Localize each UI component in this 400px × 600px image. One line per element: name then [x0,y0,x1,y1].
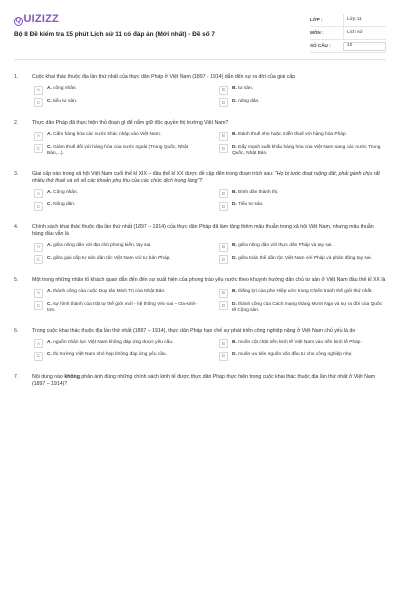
option-text: Tiểu tư sản. [238,202,264,208]
question-text: Cuộc khai thác thuộc địa lần thứ nhất của thực dân Pháp ở Việt Nam (1897 - 1914) dẫn đến sự ra đời của giai cấp [32,74,296,80]
option-text: giữa toàn thể dân tộc Việt Nam với Pháp và phản động tay sai. [238,255,372,261]
question-number: 3. [14,170,19,177]
option-text: nguồn nhân lực Việt Nam không đáp ứng được yêu cầu. [53,339,174,345]
option-text: tư sản. [238,86,254,92]
option-letter-box: A [34,339,43,348]
question-7 [14,374,386,388]
option-c[interactable]: C C. tiểu tư sản. [34,99,201,108]
option-d[interactable]: D D. nông dân. [219,99,386,108]
option-text: sự hình thành của trật tự thế giới mới - hệ thống Véc-xai – Oa-sinh-tơn. [47,301,197,314]
option-text: Nông dân. [53,202,76,208]
option-grid [34,86,386,107]
option-text: Đánh thuế nhẹ hoặc miễn thuế với hàng hóa Pháp. [238,132,347,138]
option-text: thành công của cuộc Duy tân Minh Trị của Nhật Bản. [53,289,166,295]
option-text: giữa nông dân với địa chủ phong kiến, tay sai. [53,243,152,248]
option-text: thị trường Việt Nam nhỏ hẹp không đáp ứng yêu cầu. [53,352,167,358]
meta-count-label: SỐ CÂU : [310,42,331,48]
option-c[interactable]: C C. giữa giai cấp tư sản dân tộc Việt Nam với tư bản Pháp. [34,256,201,265]
option-grid [34,190,386,211]
option-c[interactable]: C C. sự hình thành của trật tự thế giới mới - hệ thống Véc-xai – Oa-sinh-tơn. [34,302,201,315]
option-text: nông dân. [238,98,260,104]
option-letter-box: A [34,86,43,95]
option-b[interactable]: B B. Bình dân thành thị. [219,190,386,199]
question-text: Một trong những nhân tố khách quan dẫn đến đến sự xuất hiện của phong trào yêu nước theo khuynh hướng dân chủ tư sản ở Việt Nam đầu thế kỉ XX là [32,277,386,283]
option-letter-box: C [34,301,43,310]
option-letter-box: A [34,132,43,141]
option-text: muốn cột chặt nền kinh tế Việt Nam vào nền kinh tế Pháp. [238,339,362,345]
worksheet-header [14,0,386,60]
question-number: 2. [14,120,19,127]
question-number: 1. [14,74,19,80]
meta-count-row [310,40,386,53]
option-text: giữa nông dân với thực dân Pháp và tay sai. [238,243,333,248]
meta-count-value: 10 [343,42,386,51]
question-3 [14,171,386,211]
option-b[interactable]: B B. Đánh thuế nhẹ hoặc miễn thuế với hàng hóa Pháp. [219,132,386,141]
quizizz-logo [14,12,59,27]
option-letter-box: C [34,352,43,361]
option-text: Cấm hàng hóa các nước khác nhập vào Việt Nam. [53,132,162,138]
option-b[interactable]: B B. tư sản. [219,86,386,95]
option-d[interactable]: D D. thành công của Cách mạng tháng Mười Nga và sự ra đời của Quốc tế Cộng sản. [219,302,386,315]
option-grid [34,289,386,315]
question-5 [14,277,386,315]
option-b[interactable]: B B. muốn cột chặt nền kinh tế Việt Nam vào nền kinh tế Pháp. [219,340,386,349]
option-a[interactable]: A A. Công nhân. [34,190,201,199]
emphasis-not: không [64,373,80,380]
option-letter-box: A [34,189,43,198]
question-2 [14,120,386,158]
option-text: tiểu tư sản. [53,98,78,104]
option-text: thành công của Cách mạng tháng Mười Nga và sự ra đời của Quốc tế Cộng sản. [232,301,383,314]
option-letter-box: C [34,202,43,211]
option-grid [34,132,386,158]
question-text: Chính sách khai thác thuộc địa lần thứ nhất (1897 – 1914) của thực dân Pháp đã làm tăng thêm mâu thuẫn trong xã hội Việt Nam, nhưng mâu thuẫn hàng đầu vẫn là [32,223,374,237]
option-b[interactable]: B B. thắng lợi của phe Hiệp ước trong Chiến tranh thế giới thứ nhất. [219,289,386,298]
option-letter-box: D [219,352,228,361]
question-quote: "Họ bị tước đoạt ruộng đất, phải gánh chịu rất nhiều thứ thuế và vô số các khoản phụ thu của các chức dịch trong làng"? [32,170,380,184]
option-letter-box: B [219,243,228,252]
option-grid [34,243,386,264]
logo-q-icon: Q [15,17,22,24]
option-text: Bình dân thành thị. [238,189,279,195]
option-letter-box: D [219,301,228,310]
option-grid [34,340,386,361]
meta-class-row [310,14,386,27]
option-a[interactable]: A A. giữa nông dân với địa chủ phong kiến, tay sai. [34,243,201,252]
option-d[interactable]: D D. Đẩy mạnh xuất khẩu hàng hóa của Việt Nam sang các nước Trung Quốc, Nhật Bản. [219,145,386,158]
option-letter-box: C [34,98,43,107]
option-c[interactable]: C C. Giảm thuế đối với hàng hóa của nước ngoài (Trung Quốc, Nhật Bản,...). [34,145,201,158]
meta-subject-row [310,27,386,40]
option-text: công nhân. [53,86,77,92]
meta-class-value: Lớp 11 [343,14,386,26]
option-text: Giảm thuế đối với hàng hóa của nước ngoài (Trung Quốc, Nhật Bản,...). [47,144,189,157]
option-letter-box: B [219,189,228,198]
option-letter-box: D [219,144,228,153]
option-a[interactable]: A A. nguồn nhân lực Việt Nam không đáp ứng được yêu cầu. [34,340,201,349]
document-title: Bộ 8 Đề kiểm tra 15 phút Lịch sử 11 có đáp án (Mới nhất) - Đề số 7 [14,31,215,38]
option-text: muốn ưu tiên nguồn vốn đầu tư cho công nghiệp nhẹ. [238,352,353,358]
option-letter-box: A [34,289,43,298]
option-c[interactable]: C C. thị trường Việt Nam nhỏ hẹp không đáp ứng yêu cầu. [34,352,201,361]
option-letter-box: D [219,255,228,264]
option-a[interactable]: A A. Cấm hàng hóa các nước khác nhập vào Việt Nam. [34,132,201,141]
option-text: Đẩy mạnh xuất khẩu hàng hóa của Việt Nam sang các nước Trung Quốc, Nhật Bản. [232,144,381,157]
meta-subject-value: Lịch sử [343,27,386,39]
option-a[interactable]: A A. công nhân. [34,86,201,95]
question-4 [14,224,386,264]
option-letter-box: C [34,255,43,264]
option-d[interactable]: D D. Tiểu tư sản. [219,202,386,211]
option-letter-box: C [34,144,43,153]
question-text: Nội dung nào không phản ánh đúng những chính sách kinh tế được thực dân Pháp thực hiện trong cuộc khai thác thuộc địa lần thứ nhất ở Việt Nam (1897 – 1914)? [32,373,376,387]
option-letter-box: D [219,202,228,211]
question-1 [14,74,386,107]
question-text: Thực dân Pháp đã thực hiện thủ đoạn gì để nắm giữ độc quyền thị trường Việt Nam? [32,120,229,127]
question-6 [14,328,386,361]
option-text: thắng lợi của phe Hiệp ước trong Chiến tranh thế giới thứ nhất. [238,289,373,295]
question-list [14,60,386,388]
option-text: giữa giai cấp tư sản dân tộc Việt Nam với tư bản Pháp. [53,255,171,261]
question-text: Trong cuộc khai thác thuộc địa lần thứ nhất (1897 – 1914), thực dân Pháp hạn chế sự phát triển công nghiệp nặng ở Việt Nam chủ yếu là do [32,327,356,334]
option-letter-box: D [219,98,228,107]
option-letter-box: B [219,339,228,348]
option-a[interactable]: A A. thành công của cuộc Duy tân Minh Trị của Nhật Bản. [34,289,201,298]
option-text: Công nhân. [53,189,78,195]
option-letter-box: B [219,132,228,141]
question-number: 4. [14,223,19,230]
question-number: 6. [14,327,19,334]
option-letter-box: A [34,243,43,252]
question-number: 7. [14,373,19,380]
meta-class-label: LỚP : [310,16,323,22]
option-letter-box: B [219,86,228,95]
option-d[interactable]: D D. giữa toàn thể dân tộc Việt Nam với Pháp và phản động tay sai. [219,256,386,265]
meta-subject-label: MÔN : [310,29,324,35]
logo-text: UIZIZZ [23,13,59,25]
meta-box [310,14,386,53]
option-c[interactable]: C C. Nông dân. [34,202,201,211]
option-d[interactable]: D D. muốn ưu tiên nguồn vốn đầu tư cho công nghiệp nhẹ. [219,352,386,361]
question-number: 5. [14,277,19,283]
option-b[interactable]: B B. giữa nông dân với thực dân Pháp và tay sai. [219,243,386,252]
question-text: Giai cấp nào trong xã hội Việt Nam cuối thế kỉ XIX – đầu thế kỉ XX được đề cập đến trong đoạn trích sau: "Họ bị tước đoạt ruộng đất, phải gánh chịu rất nhiều thứ thuế và vô số các khoản phụ thu của các chức dịch trong làng"? [32,170,380,184]
option-letter-box: B [219,289,228,298]
